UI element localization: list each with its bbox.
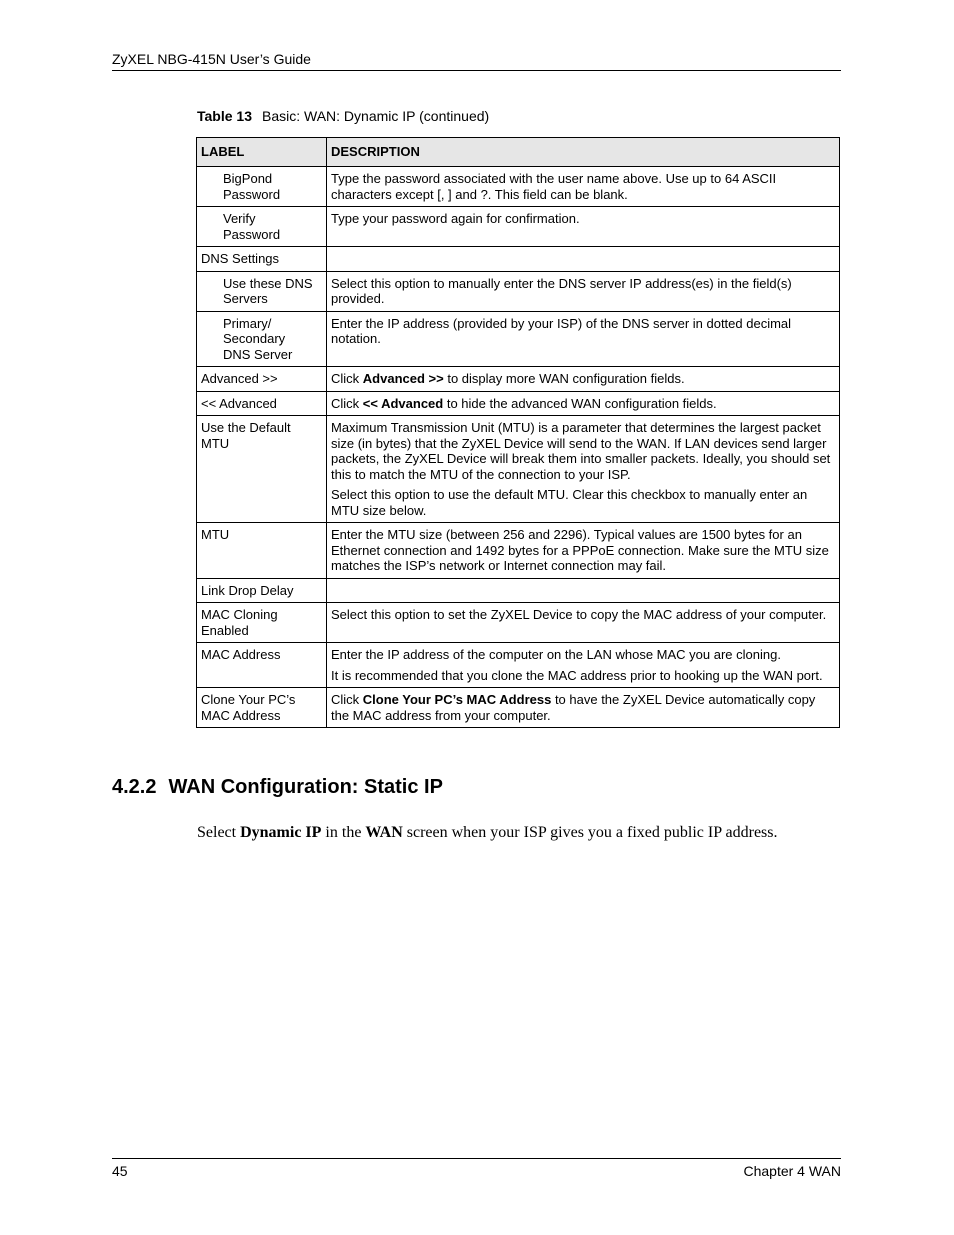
text-run: Click [331, 371, 363, 386]
text-run: Click [331, 692, 363, 707]
text-run: Type the password associated with the user name above. Use up to 64 ASCII characters except [, ] and ?. This field can be blank. [331, 171, 777, 202]
row-label-line: Clone Your PC’s [201, 692, 296, 707]
text-run: Type your password again for confirmation. [331, 211, 580, 226]
text-run: It is recommended that you clone the MAC address prior to hooking up the WAN port. [331, 667, 823, 683]
row-label [197, 578, 327, 603]
row-label-line: MTU [201, 435, 230, 451]
table-row [197, 391, 840, 416]
bold-term: Dynamic IP [240, 824, 322, 841]
table-row [197, 207, 840, 247]
section-title: WAN Configuration: Static IP [168, 776, 443, 798]
bold-term: WAN [365, 824, 403, 841]
row-label [197, 247, 327, 272]
row-description [327, 271, 840, 311]
page-footer [112, 1158, 841, 1179]
row-label-line: Use these DNS [223, 275, 313, 291]
table-row [197, 643, 840, 688]
row-description [327, 523, 840, 579]
table-header-row [197, 138, 840, 167]
description-paragraph [331, 487, 835, 518]
text-run: to display more WAN configuration fields. [443, 371, 685, 386]
description-paragraph [331, 692, 835, 723]
row-description [327, 207, 840, 247]
description-paragraph [331, 668, 835, 684]
description-paragraph [331, 171, 835, 202]
row-description [327, 167, 840, 207]
description-paragraph [331, 276, 835, 307]
row-label-line: Verify [223, 211, 256, 226]
row-description [327, 416, 840, 523]
row-label-line: BigPond [223, 171, 273, 186]
column-header-description: DESCRIPTION [327, 138, 840, 167]
text-run: screen when your ISP gives you a fixed public IP address. [402, 824, 778, 841]
table-row [197, 416, 840, 523]
row-label [197, 367, 327, 392]
row-label [197, 643, 327, 688]
row-label-line: Use the Default [201, 420, 291, 435]
description-paragraph [331, 396, 835, 412]
row-label-line: Servers [223, 291, 268, 306]
row-label-line: MAC Address [201, 647, 281, 662]
row-label-line: Enabled [201, 622, 249, 638]
table-row [197, 271, 840, 311]
row-description [327, 311, 840, 367]
table-row [197, 523, 840, 579]
row-label-line: Primary/ [223, 315, 272, 331]
row-description [327, 643, 840, 688]
section-heading [112, 776, 443, 799]
guide-title: ZyXEL NBG-415N User’s Guide [112, 51, 311, 67]
page-header [112, 51, 841, 71]
row-label [197, 391, 327, 416]
text-run: Click [331, 395, 363, 411]
row-label [197, 603, 327, 643]
bold-term: << Advanced [362, 395, 444, 411]
table-row [197, 311, 840, 367]
section-body-text [197, 824, 857, 842]
row-label [197, 416, 327, 523]
description-paragraph [331, 527, 835, 574]
text-run: in the [321, 824, 366, 841]
row-description [327, 247, 840, 272]
text-run: Select [197, 824, 241, 841]
row-label [197, 688, 327, 728]
description-paragraph [331, 607, 835, 623]
text-run: to have the ZyXEL Device automatically copy the MAC address from your computer. [331, 692, 816, 723]
table-caption [197, 108, 489, 124]
table-row [197, 688, 840, 728]
text-run: Maximum Transmission Unit (MTU) is a parameter that determines the largest packet size (in bytes) that the ZyXEL Device will send to the WAN. If LAN devices send larger packets, the ZyXEL Device will break them into smaller packets. Ideally, you should set this to match the MTU of the connection to your ISP. [331, 420, 831, 482]
description-paragraph [331, 420, 835, 482]
description-paragraph [331, 647, 835, 663]
row-description [327, 578, 840, 603]
row-label [197, 207, 327, 247]
text-run: to hide the advanced WAN configuration fields. [443, 395, 717, 411]
row-label-line: Password [223, 186, 281, 202]
text-run: Enter the IP address of the computer on the LAN whose MAC you are cloning. [331, 647, 781, 662]
column-header-label: LABEL [197, 138, 327, 167]
description-paragraph [331, 316, 835, 347]
row-label-line: DNS Settings [201, 251, 280, 266]
table-row [197, 603, 840, 643]
row-description [327, 367, 840, 392]
row-label-line: MAC Address [201, 707, 281, 723]
row-description [327, 603, 840, 643]
text-run: Select this option to set the ZyXEL Device to copy the MAC address of your computer. [331, 607, 827, 622]
wan-dynamic-ip-table [196, 137, 840, 728]
table-caption-text: Basic: WAN: Dynamic IP (continued) [262, 108, 490, 124]
text-run: Select this option to manually enter the DNS server IP address(es) in the field(s) provided. [331, 275, 792, 306]
page-number: 45 [112, 1163, 128, 1179]
row-label-line: Link Drop Delay [201, 582, 294, 598]
row-label-line: Secondary [223, 331, 286, 346]
table-row [197, 247, 840, 272]
text-run: Enter the IP address (provided by your ISP) of the DNS server in dotted decimal notation. [331, 315, 792, 346]
row-label [197, 311, 327, 367]
row-description [327, 688, 840, 728]
row-label [197, 167, 327, 207]
row-label [197, 523, 327, 579]
chapter-name: Chapter 4 WAN [743, 1163, 841, 1179]
row-label-line: MTU [201, 527, 230, 542]
bold-term: Advanced >> [362, 371, 444, 386]
description-paragraph [331, 371, 835, 387]
section-number: 4.2.2 [112, 776, 157, 798]
text-run: Enter the MTU size (between 256 and 2296). Typical values are 1500 bytes for an Ethernet connection and 1492 bytes for a PPPoE connection. Make sure the MTU size matches the ISP’s network or Internet connection may fail. [331, 527, 829, 573]
table-body [197, 167, 840, 728]
bold-term: Clone Your PC’s MAC Address [362, 692, 552, 707]
row-label-line: Password [223, 226, 281, 242]
row-description [327, 391, 840, 416]
text-run: Select this option to use the default MTU. Clear this checkbox to manually enter an MTU size below. [331, 487, 808, 518]
row-label-line: DNS Server [223, 346, 293, 362]
row-label-line: MAC Cloning [201, 607, 278, 622]
row-label-line: << Advanced [201, 395, 277, 411]
table-row [197, 578, 840, 603]
row-label [197, 271, 327, 311]
description-paragraph [331, 211, 835, 227]
table-row [197, 367, 840, 392]
table-row [197, 167, 840, 207]
row-label-line: Advanced >> [201, 371, 278, 386]
table-caption-label: Table 13 [197, 108, 252, 124]
